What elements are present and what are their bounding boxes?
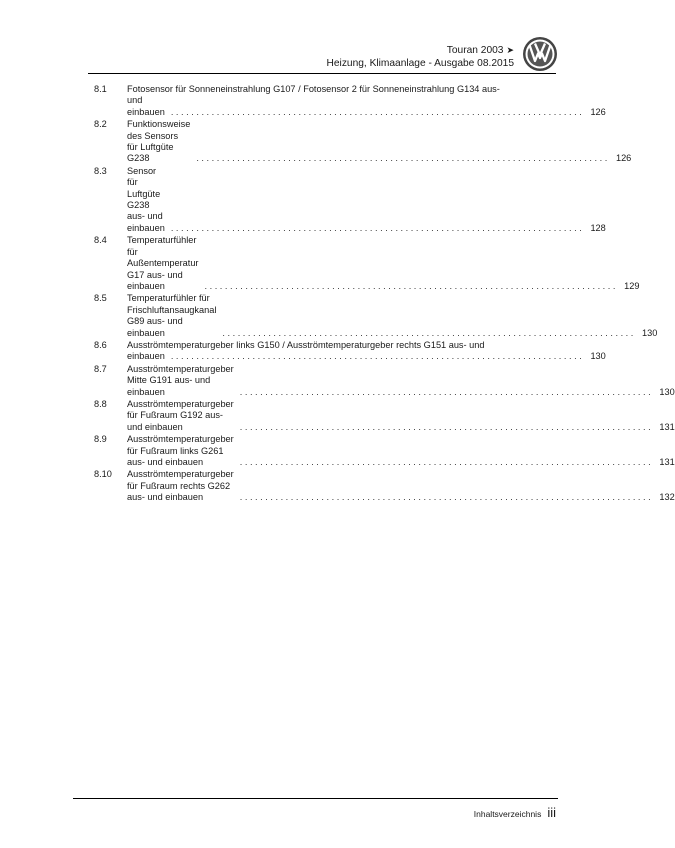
toc-entry-body (127, 340, 606, 363)
toc-entry-body (127, 434, 675, 468)
table-of-contents (94, 84, 675, 505)
toc-entry-page: 129 (624, 280, 640, 291)
toc-entry-title: Ausströmtemperaturgeber für Fußraum rechts G262 aus- und einbauen (127, 469, 234, 503)
toc-entry-number: 8.9 (94, 434, 107, 445)
toc-entry-title: Ausströmtemperaturgeber für Fußraum links G261 aus- und einbauen (127, 434, 234, 467)
toc-entry-last-line (127, 166, 606, 234)
toc-entry-last-line (127, 399, 675, 433)
toc-entry-number: 8.7 (94, 363, 107, 374)
toc-leader-dots (240, 387, 651, 398)
header-model-line (327, 44, 514, 58)
toc-entry-title: und einbauen (127, 95, 165, 117)
toc-entry-number: 8.5 (94, 293, 107, 304)
toc-leader-dots (222, 328, 633, 339)
toc-entry-page: 126 (615, 153, 632, 164)
toc-entry-page: 126 (590, 106, 606, 117)
toc-entry[interactable] (94, 469, 675, 503)
header-divider (88, 73, 556, 74)
header-subtitle: Heizung, Klimaanlage - Ausgabe 08.2015 (326, 57, 514, 69)
toc-entry-title-line: Fotosensor für Sonneneinstrahlung G107 / Fotosensor 2 für Sonneneinstrahlung G134 aus- (127, 84, 500, 94)
toc-entry[interactable] (94, 165, 606, 234)
toc-entry-title: einbauen (127, 351, 165, 362)
toc-leader-dots (240, 457, 651, 468)
toc-entry-title: Temperaturfühler für Frischluftansaugkanal G89 aus- und einbauen (127, 293, 217, 338)
toc-entry-last-line (127, 95, 606, 118)
vw-logo-icon (522, 36, 558, 72)
toc-entry-body (127, 84, 606, 118)
toc-entry-last-line (127, 434, 675, 468)
toc-entry-last-line (127, 364, 675, 398)
toc-entry-number: 8.8 (94, 398, 107, 409)
toc-entry[interactable] (94, 235, 640, 292)
toc-entry-number: 8.1 (94, 84, 107, 94)
toc-entry-number: 8.10 (94, 469, 112, 480)
toc-leader-dots (240, 492, 651, 503)
toc-entry-last-line (127, 293, 657, 339)
toc-entry[interactable] (94, 363, 675, 398)
toc-entry-last-line (127, 119, 631, 165)
toc-entry-title-line: Ausströmtemperaturgeber links G150 / Ausströmtemperaturgeber rechts G151 aus- und (127, 339, 485, 350)
toc-entry-title: Sensor für Luftgüte G238 aus- und einbauen (127, 165, 165, 233)
toc-entry[interactable] (94, 119, 632, 165)
toc-entry-title: Ausströmtemperaturgeber für Fußraum G192 aus- und einbauen (127, 398, 234, 432)
toc-entry[interactable] (94, 293, 658, 339)
toc-entry-body (127, 235, 639, 292)
toc-entry-page: 131 (659, 457, 675, 467)
document-footer (474, 805, 556, 820)
toc-entry-page: 132 (659, 492, 675, 503)
toc-entry-last-line (127, 351, 606, 362)
toc-leader-dots (171, 351, 582, 362)
toc-entry-last-line (127, 469, 675, 503)
header-model: Touran 2003 (446, 45, 504, 56)
toc-entry-last-line (127, 235, 639, 292)
toc-entry[interactable] (94, 84, 606, 118)
toc-entry-number: 8.6 (94, 339, 107, 350)
toc-entry-body (127, 399, 675, 433)
footer-page-number: iii (547, 805, 556, 820)
footer-divider (73, 798, 558, 799)
toc-entry-body (127, 293, 657, 339)
toc-leader-dots (196, 153, 607, 164)
toc-entry[interactable] (94, 398, 675, 433)
toc-entry-title: Ausströmtemperaturgeber Mitte G191 aus- und einbauen (127, 363, 234, 397)
toc-entry-page: 130 (642, 327, 658, 338)
toc-entry-body (127, 166, 606, 234)
toc-entry-page: 128 (590, 222, 606, 233)
toc-entry[interactable] (94, 339, 606, 363)
toc-entry-title: Temperaturfühler für Außentemperatur G17 aus- und einbauen (127, 235, 199, 291)
toc-entry-body (127, 469, 675, 503)
toc-leader-dots (171, 223, 582, 234)
toc-entry-page: 130 (590, 351, 606, 362)
toc-leader-dots (171, 107, 582, 118)
toc-leader-dots (240, 422, 651, 433)
toc-entry-number: 8.3 (94, 165, 107, 176)
toc-entry-body (127, 119, 631, 165)
footer-label: Inhaltsverzeichnis (473, 809, 542, 819)
toc-entry-number: 8.2 (94, 119, 107, 130)
toc-entry[interactable] (94, 434, 675, 468)
toc-entry-page: 130 (659, 386, 675, 397)
toc-entry-page: 131 (659, 421, 675, 432)
document-header (327, 44, 514, 70)
toc-entry-title: Funktionsweise des Sensors für Luftgüte G238 (127, 119, 191, 164)
toc-entry-body (127, 364, 675, 398)
toc-entry-number: 8.4 (94, 235, 107, 246)
arrow-right-icon: ➤ (506, 45, 514, 55)
toc-leader-dots (204, 281, 615, 292)
